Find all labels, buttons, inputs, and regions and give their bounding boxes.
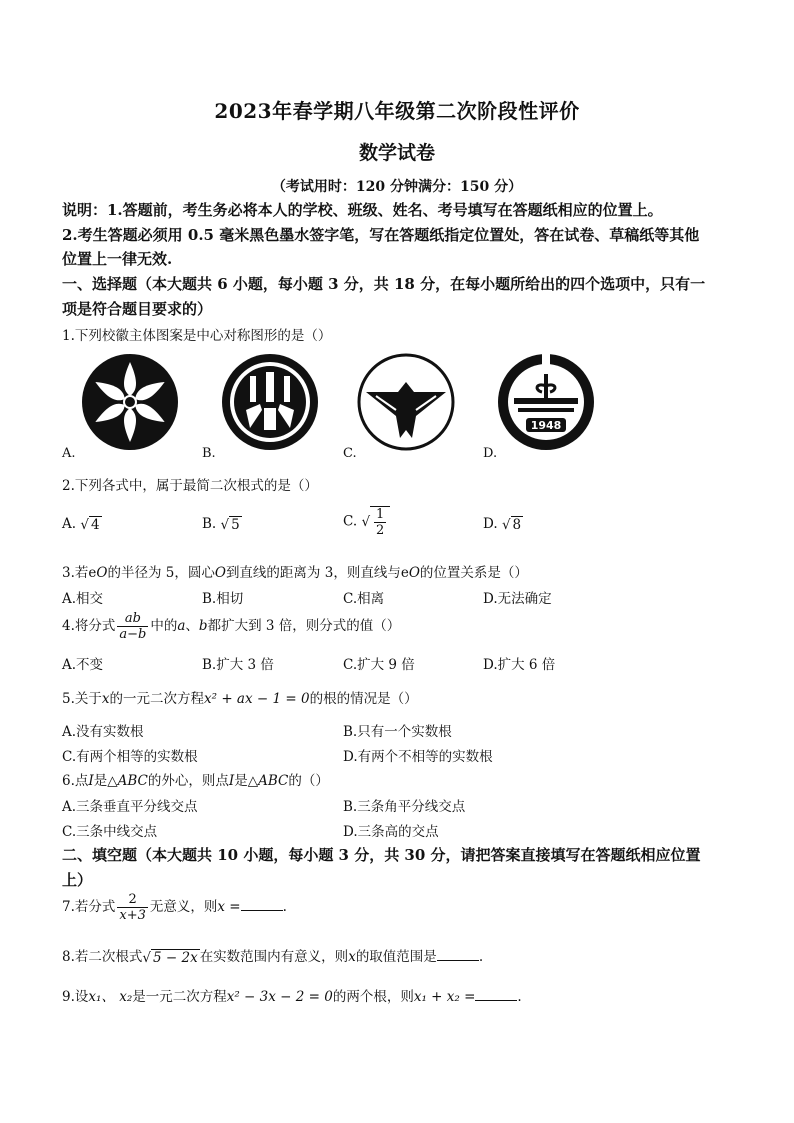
exam-subtitle: 数学试卷 <box>358 142 435 164</box>
q5-option-a: A.没有实数根 <box>62 724 144 740</box>
instruction-line-3: 位置上一律无效. <box>62 250 173 268</box>
q8-var-x: x <box>348 949 356 965</box>
q4-stem <box>62 611 400 642</box>
q4-option-b: B.扩大 3 倍 <box>202 657 274 673</box>
q7-fraction <box>117 892 148 923</box>
q8-stem-part-2: 在实数范围内有意义，则 <box>199 949 349 965</box>
q6-option-c: C.三条中线交点 <box>62 824 158 840</box>
q9-stem-part-2: 是一元二次方程 <box>132 989 227 1005</box>
q3-center-name: O <box>214 565 226 581</box>
q2-option-c <box>343 506 390 538</box>
q2-option-a <box>62 516 102 533</box>
q4-stem-part-3: 都扩大到 3 倍，则分式的值（） <box>207 618 401 634</box>
q2-option-d <box>483 516 523 533</box>
q7-answer-blank[interactable] <box>241 898 283 911</box>
exam-title: 2023年春学期八年级第二次阶段性评价 <box>214 99 580 123</box>
q2-option-c-label: C. <box>343 513 358 530</box>
q9-stem <box>62 985 522 1005</box>
q4-option-d: D.扩大 6 倍 <box>483 657 556 673</box>
q2-option-d-radicand: 8 <box>512 517 522 533</box>
q3-stem-part-1: 3.若 <box>62 565 89 581</box>
exam-info: （考试用时：120 分钟满分：150 分） <box>271 179 523 195</box>
q9-stem-part-3: 的两个根，则 <box>332 989 414 1005</box>
q7-stem <box>62 892 287 923</box>
q9-equation: x² − 3x − 2 = 0 <box>226 989 333 1005</box>
q4-option-a: A.不变 <box>62 657 104 673</box>
q4-separator: 、 <box>185 618 199 634</box>
q6-var-i-2: I <box>228 773 235 789</box>
q8-answer-blank[interactable] <box>437 948 479 961</box>
emblem-year-text: 1948 <box>530 419 562 432</box>
q3-option-a: A.相交 <box>62 591 104 607</box>
q3-option-c: C.相离 <box>343 591 385 607</box>
q2-option-a-sqrt: √ 4 <box>80 517 100 533</box>
q2-option-b-label: B. <box>202 516 217 532</box>
q6-option-d: D.三条高的交点 <box>343 824 439 840</box>
q3-stem <box>62 561 528 581</box>
q9-stem-part-1: 9.设 <box>62 989 89 1005</box>
section1-heading-line-2: 项是符合题目要求的） <box>62 300 213 318</box>
q8-stem-part-1: 8.若二次根式 <box>62 949 143 965</box>
q8-stem <box>62 945 483 966</box>
q6-triangle-2: △ABC <box>247 773 289 789</box>
q4-var-a: a <box>177 618 186 634</box>
q6-option-b: B.三条角平分线交点 <box>343 799 466 815</box>
q1-option-d: D. <box>483 446 498 461</box>
q2-option-d-label: D. <box>483 516 498 532</box>
q2-option-b <box>202 516 242 533</box>
q5-stem-part-1: 5.关于 <box>62 691 102 707</box>
q7-stem-part-2: 无意义，则 <box>149 899 218 915</box>
q4-var-b: b <box>198 618 208 634</box>
bird-emblem-icon <box>356 352 456 452</box>
q5-option-d: D.有两个不相等的实数根 <box>343 749 493 765</box>
q9-answer-blank[interactable] <box>475 988 517 1001</box>
q2-option-b-radicand: 5 <box>231 517 240 533</box>
q6-stem-part-3: 的外心，则点 <box>147 773 229 789</box>
section1-heading-line-1: 一、选择题（本大题共 6 小题，每小题 3 分，共 18 分，在每小题所给出的四个选项中，只有一 <box>62 275 706 293</box>
q2-option-c-sqrt: √ $\frac{1}{2}$ <box>361 506 390 538</box>
q5-stem <box>62 687 418 707</box>
q7-fraction-numerator: 2 <box>117 892 148 908</box>
1948-emblem-icon <box>496 352 596 452</box>
q3-circle-name: O <box>96 565 108 581</box>
q2-option-c-denominator: 2 <box>376 523 385 538</box>
flower-emblem-icon <box>80 352 180 452</box>
q5-stem-part-2: 的一元二次方程 <box>109 691 205 707</box>
q5-var-x: x <box>101 691 110 707</box>
q3-circle-symbol-2: e <box>400 565 409 581</box>
q8-sqrt: √ 5 − 2x <box>142 950 198 966</box>
q8-radicand: 5 − 2x <box>153 950 198 966</box>
q9-stem-end: . <box>517 989 522 1005</box>
q2-stem: 2.下列各式中，属于最简二次根式的是（） <box>62 478 318 494</box>
q6-triangle: △ABC <box>107 773 148 789</box>
q5-option-c: C.有两个相等的实数根 <box>62 749 198 765</box>
q6-stem-part-1: 6.点 <box>62 773 89 789</box>
q7-answer-lhs: x = <box>217 899 241 915</box>
q7-fraction-denominator: x+3 <box>119 908 146 923</box>
q4-fraction-denominator: a−b <box>119 627 147 642</box>
q7-stem-end: . <box>282 899 287 915</box>
q3-circle-name-2: O <box>408 565 420 581</box>
q4-stem-part-2: 中的 <box>150 618 178 634</box>
section2-heading-line-1: 二、填空题（本大题共 10 小题，每小题 3 分，共 30 分，请把答案直接填写在答题纸相应位置 <box>62 846 701 864</box>
q3-stem-part-3: 到直线的距离为 3，则直线与 <box>225 565 401 581</box>
q4-stem-part-1: 4.将分式 <box>62 618 116 634</box>
q4-fraction <box>117 611 148 642</box>
q5-equation: x² + ax − 1 = 0 <box>204 691 310 707</box>
q6-var-i: I <box>88 773 94 789</box>
q2-option-b-sqrt: √ 5 <box>220 517 240 533</box>
q4-option-c: C.扩大 9 倍 <box>343 657 415 673</box>
q3-option-d: D.无法确定 <box>483 591 552 607</box>
q3-stem-part-2: 的半径为 5，圆心 <box>107 565 215 581</box>
q1-option-c: C. <box>343 446 357 461</box>
q3-circle-symbol: e <box>88 565 97 581</box>
q2-option-c-numerator: 1 <box>376 507 385 522</box>
q3-stem-part-4: 的位置关系是（） <box>419 565 528 581</box>
q4-fraction-numerator: ab <box>117 611 148 627</box>
instruction-line-2: 2.考生答题必须用 0.5 毫米黑色墨水签字笔，写在答题纸指定位置处，答在试卷、草稿纸等其他 <box>62 226 700 244</box>
q6-option-a: A.三条垂直平分线交点 <box>62 799 198 815</box>
section2-heading-line-2: 上） <box>62 871 93 889</box>
q2-option-a-label: A. <box>62 516 77 532</box>
q2-option-d-sqrt: √ 8 <box>501 517 522 533</box>
q6-stem-part-4: 是 <box>234 773 248 789</box>
q8-stem-part-3: 的取值范围是 <box>355 949 437 965</box>
q2-option-a-radicand: 4 <box>90 517 100 533</box>
q6-stem-part-2: 是 <box>93 773 108 789</box>
q5-option-b: B.只有一个实数根 <box>343 724 452 740</box>
q6-stem-part-5: 的（） <box>288 773 329 789</box>
q6-stem <box>62 769 329 789</box>
q9-sum: x₁ + x₂ = <box>413 989 476 1005</box>
peking-university-emblem-icon <box>220 352 320 452</box>
q1-option-a: A. <box>62 446 76 461</box>
q9-vars: x₁、 x₂ <box>88 989 133 1005</box>
q1-option-b: B. <box>202 446 216 461</box>
q7-stem-part-1: 7.若分式 <box>62 899 116 915</box>
instruction-line-1: 说明：1.答题前，考生务必将本人的学校、班级、姓名、考号填写在答题纸相应的位置上。 <box>62 201 663 219</box>
q5-stem-part-3: 的根的情况是（） <box>309 691 418 707</box>
q8-stem-end: . <box>478 949 484 965</box>
q1-stem: 1.下列校徽主体图案是中心对称图形的是（） <box>62 328 332 344</box>
q3-option-b: B.相切 <box>202 591 244 607</box>
